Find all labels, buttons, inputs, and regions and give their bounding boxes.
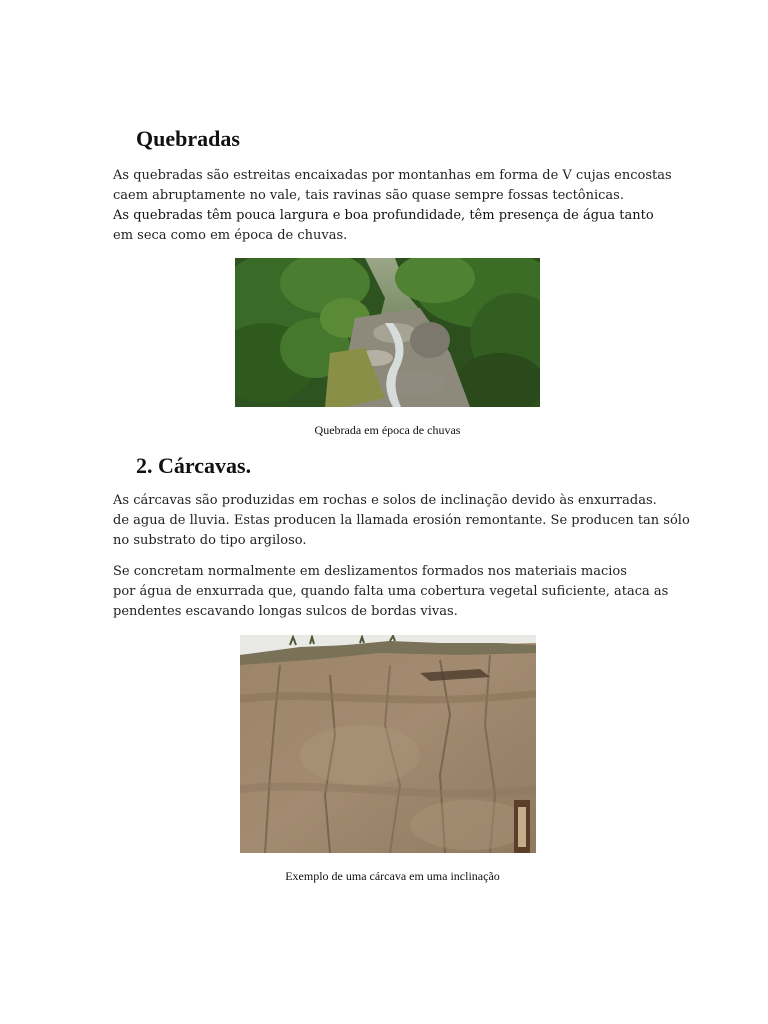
paragraph-line: caem abruptamente no vale, tais ravinas são quase sempre fossas tectônicas. (113, 188, 624, 203)
caption-carcava: Exemplo de uma cárcava em uma inclinação (285, 869, 500, 883)
section-title-quebradas: Quebradas (136, 126, 240, 151)
paragraph-line: As quebradas têm pouca largura e boa profundidade, têm presença de água tanto (113, 208, 654, 223)
paragraph-line: As quebradas são estreitas encaixadas por montanhas em forma de V cujas encostas (113, 168, 672, 183)
river-ravine-photo-icon (235, 258, 540, 407)
ravine-photo (235, 258, 540, 407)
paragraph-line: no substrato do tipo argiloso. (113, 533, 307, 548)
paragraph-line: em seca como em época de chuvas. (113, 228, 348, 243)
paragraph-line: As cárcavas são produzidas em rochas e solos de inclinação devido às enxurradas. (113, 493, 657, 508)
gully-photo (240, 635, 536, 853)
paragraph-line: por água de enxurrada que, quando falta uma cobertura vegetal suficiente, ataca as (113, 584, 669, 599)
paragraph-line: de agua de lluvia. Estas producen la llamada erosión remontante. Se producen tan sólo (113, 513, 690, 528)
paragraph-line: pendentes escavando longas sulcos de bordas vivas. (113, 604, 458, 619)
eroded-slope-photo-icon (240, 635, 536, 853)
section-title-carcavas: 2. Cárcavas. (136, 453, 252, 478)
paragraph-quebradas (113, 166, 672, 246)
paragraph-carcavas-1 (113, 491, 690, 551)
caption-quebrada: Quebrada em época de chuvas (314, 423, 461, 437)
paragraph-line: Se concretam normalmente em deslizamentos formados nos materiais macios (113, 564, 627, 579)
paragraph-carcavas-2 (113, 562, 669, 622)
